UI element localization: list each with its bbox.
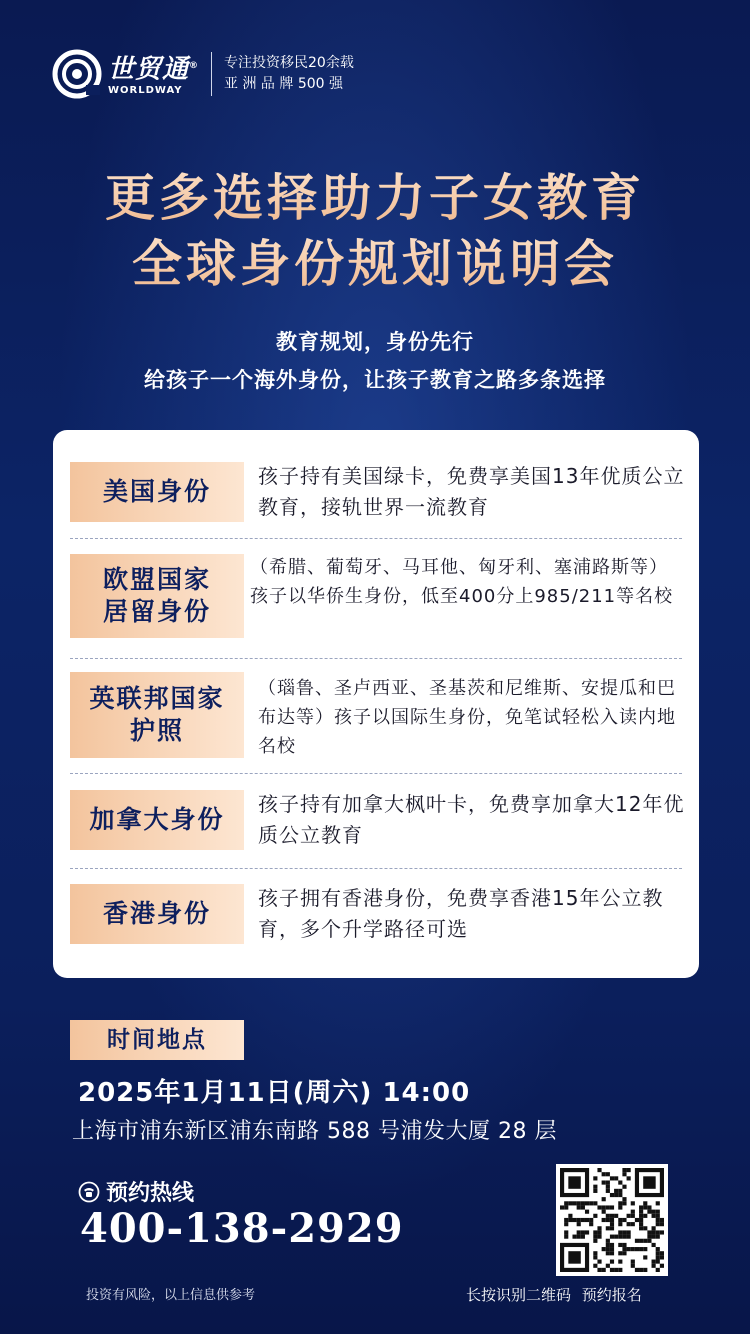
registered-mark: ® [189, 60, 200, 71]
desc-eu: （希腊、葡萄牙、马耳他、匈牙利、塞浦路斯等）孩子以华侨生身份，低至400分上985/211等名校 [250, 557, 674, 607]
badge-hongkong [70, 884, 244, 944]
subtitle-line1: 教育规划，身份先行 [276, 330, 474, 354]
qr-caption: 长按识别二维码 预约报名 [466, 1286, 642, 1304]
badge-canada [70, 790, 244, 850]
subtitle-line2: 给孩子一个海外身份，让孩子教育之路多条选择 [144, 368, 606, 392]
main-title-line2: 全球身份规划说明会 [0, 234, 750, 294]
divider-1 [70, 538, 682, 539]
worldway-logo-icon [52, 49, 102, 99]
divider-3 [70, 773, 682, 774]
desc-commonwealth: （瑙鲁、圣卢西亚、圣基茨和尼维斯、安提瓜和巴布达等）孩子以国际生身份，免笔试轻松入读内地名校 [258, 678, 676, 757]
event-address: 上海市浦东新区浦东南路 588 号浦发大厦 28 层 [72, 1119, 557, 1144]
brand-name-cn: 世贸通 [108, 54, 190, 85]
badge-eu-label-2: 居留身份 [102, 597, 211, 626]
header-divider [211, 52, 212, 96]
badge-commonwealth-label-1: 英联邦国家 [89, 684, 225, 713]
hotline-text: 预约热线 [106, 1181, 195, 1206]
divider-4 [70, 868, 682, 869]
qr-code[interactable] [556, 1164, 668, 1276]
brand-tagline-2: 亚 洲 品 牌 500 强 [224, 76, 343, 92]
badge-commonwealth-label-2: 护照 [129, 716, 184, 745]
desc-canada: 孩子持有加拿大枫叶卡，免费享加拿大12年优质公立教育 [258, 792, 685, 847]
phone-icon [78, 1181, 100, 1203]
event-label: 时间地点 [70, 1020, 244, 1060]
hotline-label [78, 1176, 194, 1207]
badge-commonwealth [70, 672, 244, 758]
risk-disclaimer: 投资有风险，以上信息供参考 [86, 1288, 256, 1303]
badge-us-label: 美国身份 [102, 477, 211, 506]
desc-us: 孩子持有美国绿卡，免费享美国13年优质公立教育，接轨世界一流教育 [258, 464, 685, 519]
divider-2 [70, 658, 682, 659]
badge-canada-label: 加拿大身份 [89, 805, 225, 834]
hotline-number[interactable]: 400-138-2929 [80, 1205, 404, 1252]
header [52, 48, 354, 100]
identity-options-card [53, 430, 699, 978]
badge-eu [70, 554, 244, 638]
badge-us [70, 462, 244, 522]
brand-tagline-1: 专注投资移民20余载 [224, 55, 354, 71]
desc-hongkong: 孩子拥有香港身份，免费享香港15年公立教育，多个升学路径可选 [258, 886, 664, 941]
event-datetime: 2025年1月11日(周六) 14:00 [78, 1078, 471, 1108]
badge-eu-label-1: 欧盟国家 [102, 565, 211, 594]
brand-name-en: WORLDWAY [108, 85, 183, 97]
badge-hongkong-label: 香港身份 [102, 899, 211, 928]
main-title-line1: 更多选择助力子女教育 [0, 168, 750, 228]
brand-logo [52, 49, 199, 99]
